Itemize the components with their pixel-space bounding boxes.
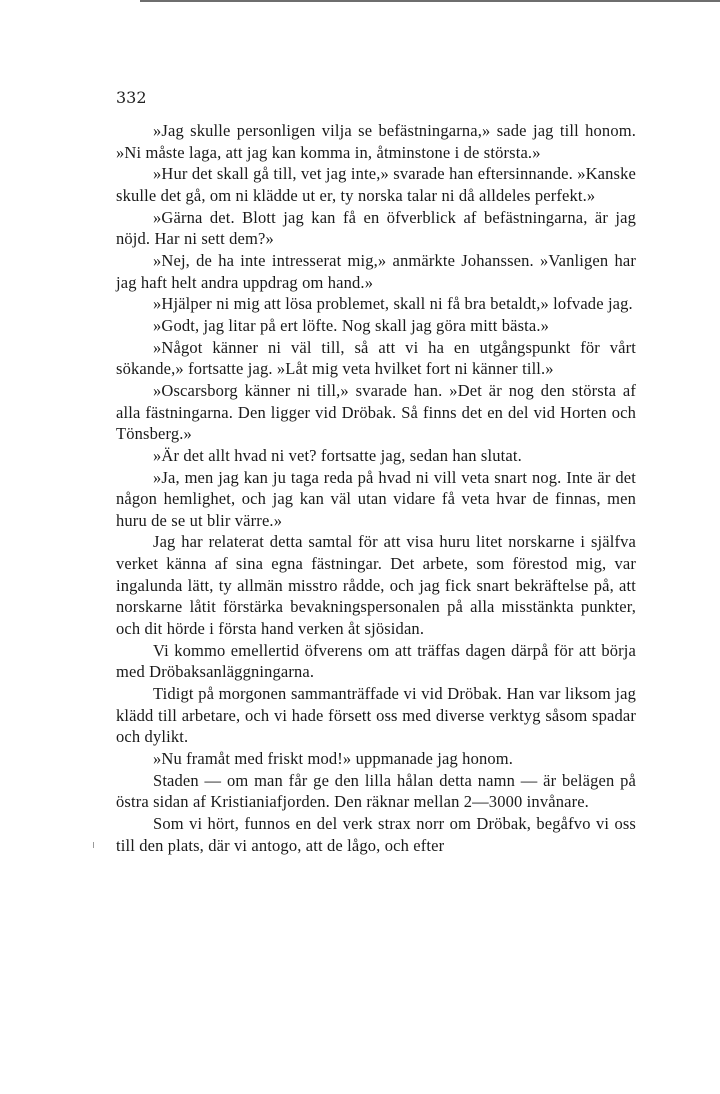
paragraph: »Ja, men jag kan ju taga reda på hvad ni vill veta snart nog. Inte är det någon hemlighet, och jag kan väl utan vidare få veta hvar de finnas, men huru de se ut blir värre.»: [116, 467, 636, 530]
page-top-edge: [140, 0, 720, 2]
paragraph: Staden — om man får ge den lilla hålan detta namn — är belägen på östra sidan af Kristianiafjorden. Den räknar mellan 2—3000 invånare.: [116, 770, 636, 812]
paragraph: »Hjälper ni mig att lösa problemet, skall ni få bra betaldt,» lofvade jag.: [153, 294, 633, 314]
paragraph: »Hur det skall gå till, vet jag inte,» svarade han eftersinnande. »Kanske skulle det gå, om ni klädde ut er, ty norska talar ni då alldeles perfekt.»: [116, 164, 636, 205]
margin-mark: [93, 842, 94, 848]
paragraph: »Något känner ni väl till, så att vi ha en utgångspunkt för vårt sökande,» fortsatte jag. »Låt mig veta hvilket fort ni känner till.»: [116, 337, 636, 379]
paragraph: Vi kommo emellertid öfverens om att träffas dagen därpå för att börja med Dröbaksanläggningarna.: [116, 640, 636, 682]
body-text: [116, 120, 636, 856]
paragraph: »Gärna det. Blott jag kan få en öfverblick af befästningarna, är jag nöjd. Har ni sett dem?»: [116, 207, 636, 249]
paragraph: Jag har relaterat detta samtal för att visa huru litet norskarne i själfva verket känna af sina egna fästningar. Det arbete, som förestod mig, var ingalunda lätt, ty allmän misstro rådde, och jag fick snart bekräftelse på, att norskarne låtit förstärka bevakningspersonalen på alla misstänkta punkter, och dit hörde i första hand verken åt sjösidan.: [116, 532, 636, 639]
paragraph: »Nej, de ha inte intresserat mig,» anmärkte Johanssen. »Vanligen har jag haft helt andra uppdrag om hand.»: [116, 250, 636, 292]
paragraph: »Är det allt hvad ni vet? fortsatte jag, sedan han slutat.: [153, 445, 522, 465]
paragraph: Som vi hört, funnos en del verk strax norr om Dröbak, begåfvo vi oss till den plats, där vi antogo, att de lågo, och efter: [116, 814, 636, 855]
page-number: 332: [116, 88, 147, 107]
paragraph: »Nu framåt med friskt mod!» uppmanade jag honom.: [153, 749, 514, 769]
paragraph: »Oscarsborg känner ni till,» svarade han. »Det är nog den största af alla fästningarna. Den ligger vid Dröbak. Så finns det en del vid Horten och Tönsberg.»: [116, 380, 636, 444]
paragraph: »Jag skulle personligen vilja se befästningarna,» sade jag till honom. »Ni måste laga, att jag kan komma in, åtminstone i de största.»: [116, 121, 636, 162]
paragraph: »Godt, jag litar på ert löfte. Nog skall jag göra mitt bästa.»: [153, 315, 550, 335]
paragraph: Tidigt på morgonen sammanträffade vi vid Dröbak. Han var liksom jag klädd till arbetare, och vi hade försett oss med diverse verktyg såsom spadar och dylikt.: [116, 684, 636, 747]
